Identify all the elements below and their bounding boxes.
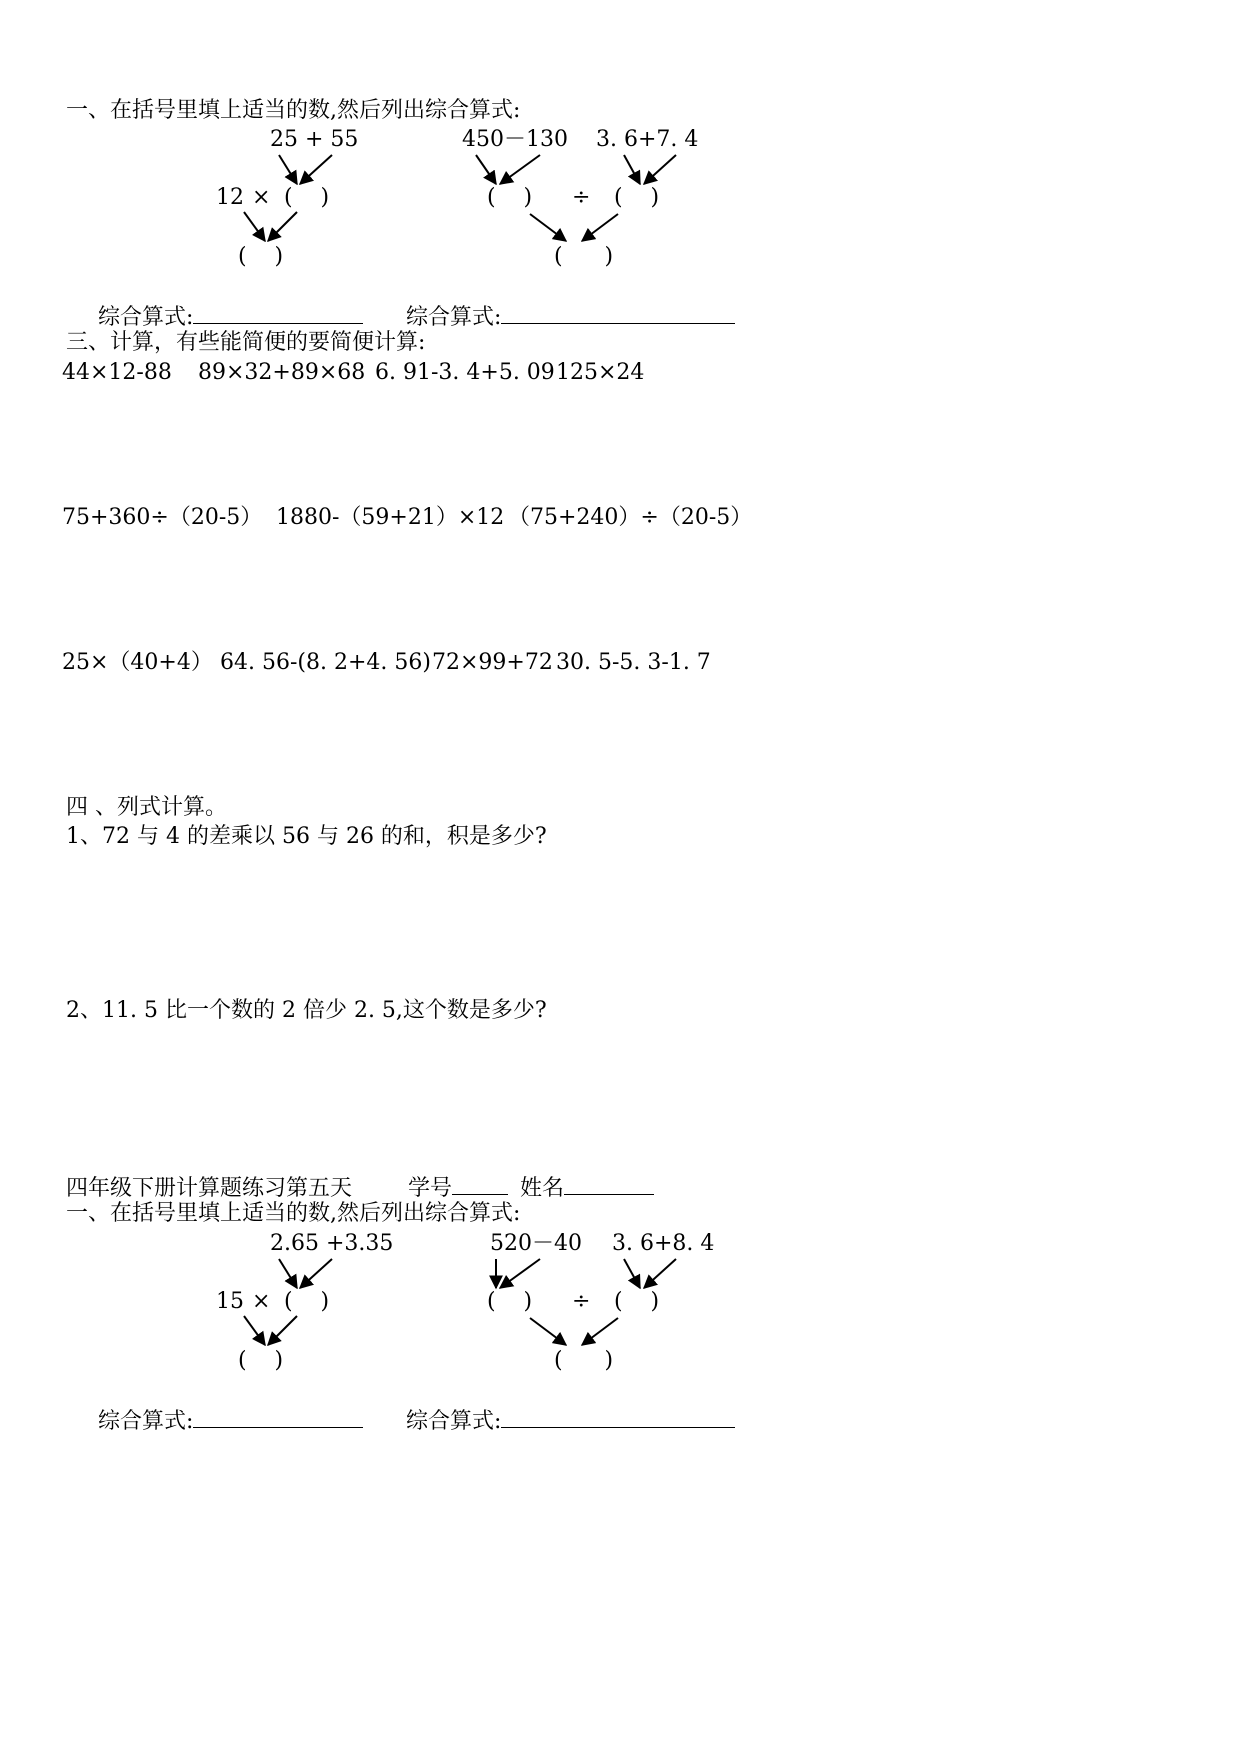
- arrow: [644, 155, 676, 184]
- formula-answer-blank-left[interactable]: [193, 301, 363, 324]
- calc-problem: 30. 5-5. 3-1. 7: [556, 650, 711, 675]
- day5-title: 四年级下册计算题练习第五天: [66, 1176, 353, 1201]
- calc-problem: 25×（40+4）: [62, 650, 213, 675]
- day5-tree-left-mid-blank[interactable]: ( ): [284, 1289, 330, 1314]
- arrow: [300, 155, 332, 184]
- day5-tree-right-top-left: 520－40: [490, 1231, 582, 1256]
- day5-tree-right-mid-operator: ÷: [572, 1289, 591, 1314]
- day5-title-line: [66, 1172, 654, 1202]
- arrow: [500, 155, 540, 184]
- arrow: [268, 212, 297, 241]
- student-id-label: 学号: [408, 1176, 453, 1201]
- tree-left-result-blank[interactable]: ( ): [238, 244, 284, 269]
- tree-right-mid-left-blank[interactable]: ( ): [487, 185, 533, 210]
- tree-left-mid-operator: ×: [252, 185, 271, 210]
- tree-right-top-left: 450－130: [462, 127, 568, 152]
- calc-problem: 44×12-88: [62, 360, 172, 385]
- arrow: [624, 1259, 640, 1288]
- formula-line-left: [98, 301, 363, 331]
- day5-tree-right-mid-left-blank[interactable]: ( ): [487, 1289, 533, 1314]
- day5-tree-left-mid-operator: ×: [252, 1289, 271, 1314]
- day5-tree-left-top: 2.65 +3.35: [270, 1231, 394, 1256]
- arrow: [582, 214, 618, 241]
- part1-heading: 一、在括号里填上适当的数,然后列出综合算式:: [66, 98, 521, 123]
- arrow: [582, 1318, 618, 1345]
- calc-problem: 1880-（59+21）×12: [276, 505, 505, 530]
- arrow: [530, 214, 566, 241]
- arrow: [476, 155, 496, 184]
- word-problem-2: 2、11. 5 比一个数的 2 倍少 2. 5,这个数是多少?: [66, 998, 547, 1023]
- arrow: [244, 212, 265, 241]
- calc-problem: 75+360÷（20-5）: [62, 505, 263, 530]
- tree-right-top-right: 3. 6+7. 4: [596, 127, 699, 152]
- day5-tree-left-mid-number: 15: [216, 1289, 244, 1314]
- calc-problem: 89×32+89×68: [198, 360, 366, 385]
- formula-line-right: [406, 301, 735, 331]
- word-problem-1: 1、72 与 4 的差乘以 56 与 26 的和，积是多少?: [66, 824, 547, 849]
- day5-tree-left-result-blank[interactable]: ( ): [238, 1348, 284, 1373]
- part4-heading: 四 、列式计算。: [66, 795, 227, 820]
- formula-label-right: 综合算式:: [406, 305, 502, 330]
- arrow: [644, 1259, 676, 1288]
- name-label: 姓名: [520, 1176, 565, 1201]
- day5-formula-line-right: [406, 1405, 735, 1435]
- day5-formula-label-right: 综合算式:: [406, 1409, 502, 1434]
- calc-problem: 72×99+72: [432, 650, 553, 675]
- arrow: [500, 1259, 540, 1288]
- calc-problem: （75+240）÷（20-5）: [508, 505, 753, 530]
- day5-formula-answer-blank-left[interactable]: [193, 1405, 363, 1428]
- day5-tree-right-mid-right-blank[interactable]: ( ): [614, 1289, 660, 1314]
- tree-right-mid-right-blank[interactable]: ( ): [614, 185, 660, 210]
- tree-right-result-blank[interactable]: ( ): [554, 244, 614, 269]
- arrow: [268, 1316, 297, 1345]
- day5-tree-right-top-right: 3. 6+8. 4: [612, 1231, 715, 1256]
- arrow: [244, 1316, 265, 1345]
- arrow: [624, 155, 640, 184]
- calc-problem: 125×24: [556, 360, 645, 385]
- day5-heading: 一、在括号里填上适当的数,然后列出综合算式:: [66, 1201, 521, 1226]
- student-id-blank[interactable]: [452, 1172, 508, 1195]
- calc-problem: 64. 56-(8. 2+4. 56): [220, 650, 431, 675]
- tree-left-top: 25 + 55: [270, 127, 359, 152]
- day5-formula-answer-blank-right[interactable]: [501, 1405, 735, 1428]
- day5-formula-label-left: 综合算式:: [98, 1409, 194, 1434]
- arrow: [279, 1259, 297, 1288]
- formula-label-left: 综合算式:: [98, 305, 194, 330]
- formula-answer-blank-right[interactable]: [501, 301, 735, 324]
- tree-left-mid-number: 12: [216, 185, 244, 210]
- part3-heading: 三、计算，有些能简便的要简便计算:: [66, 330, 426, 355]
- calc-problem: 6. 91-3. 4+5. 09: [375, 360, 555, 385]
- day5-tree-right-result-blank[interactable]: ( ): [554, 1348, 614, 1373]
- tree-right-mid-operator: ÷: [572, 185, 591, 210]
- tree-left-mid-blank[interactable]: ( ): [284, 185, 330, 210]
- name-blank[interactable]: [564, 1172, 654, 1195]
- arrow: [300, 1259, 332, 1288]
- arrow: [279, 155, 297, 184]
- day5-formula-line-left: [98, 1405, 363, 1435]
- arrow: [530, 1318, 566, 1345]
